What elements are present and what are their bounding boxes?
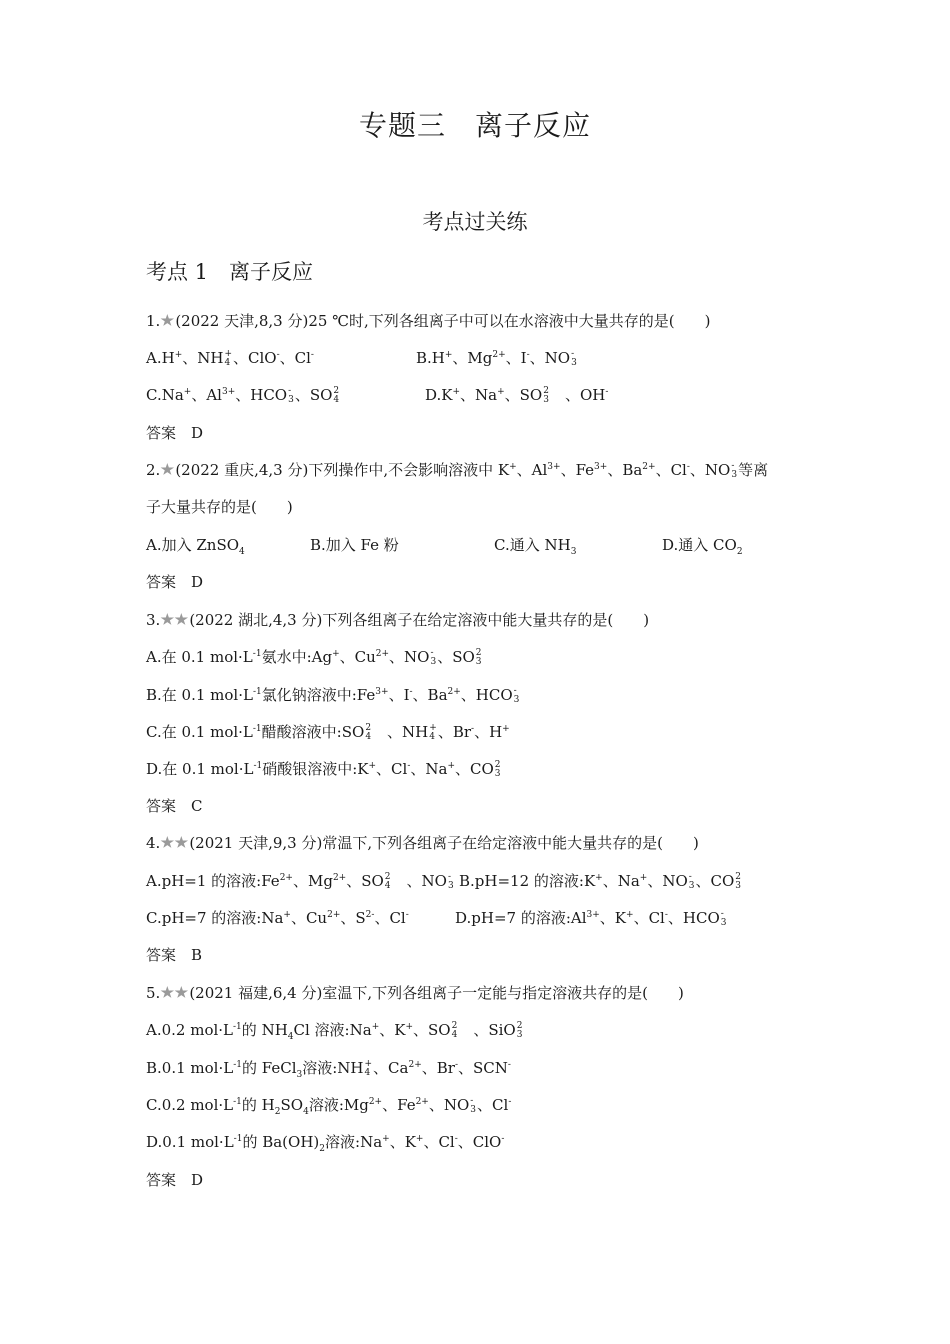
difficulty-star-icon [160,610,188,630]
question-4-stem: 4. (2021 天津,9,3 分)常温下,下列各组离子在给定溶液中能大量共存的是( ) [146,834,699,852]
question-5-answer: 答案 D [146,1171,204,1189]
option-c: C.通入 $NH_3$ [494,536,577,557]
page-title: 专题三 离子反应 [358,109,591,142]
option-a: A.pH=1 的溶液$:Fe^{2+}$、$Mg^{2+}$、SO 2 4 、NO - 3 [146,872,454,891]
option-a: A.加入 ZnSO$_4$ [146,536,245,557]
option-c: C.pH=7 的溶液:Na+、$Cu^{2+}$、$S^{2-}$、Cl- [146,909,409,927]
question-1-stem: 1. (2022 天津,8,3 分)25 ℃时,下列各组离子中可以在水溶液中大量共存的是( ) [146,312,711,330]
option-c: C.Na+、$Al^{3+}$、HCO - 3 、SO 2 4 [146,386,340,405]
question-2-stem: 2. (2022 重庆,4,3 分)下列操作中,不会影响溶液中 K+、$Al^{3+}$、$Fe^{3+}$、$Ba^{2+}$、Cl-、NO - 3 等离 [146,461,769,480]
question-5-option-a: A.0.2 $mol\cdot L^{-1}$的 $NH_4Cl$ 溶液:Na+、K+、SO 2 4 、SiO 2 3 [146,1021,523,1042]
option-d: D.pH=7 的溶液$:Al^{3+}$、K+、Cl-、HCO - 3 [455,909,727,928]
question-5-option-c: C.0.2 $mol\cdot L^{-1}$的 $H_2SO_4$溶液$:Mg^{2+}$、$Fe^{2+}$、NO - 3 、Cl- [146,1096,512,1117]
option-a: A.H+、NH + 4 、ClO-、Cl- [146,349,314,368]
option-b: B.pH=12 的溶液:K+、Na+、NO - 3 、CO 2 3 [459,872,742,891]
question-3-answer: 答案 C [146,797,203,815]
question-2-answer: 答案 D [146,573,204,591]
question-3-option-c: C.在 0.1 $mol\cdot L^{-1}$醋酸溶液中:SO 2 4 、NH + 4 、Br-、H+ [146,723,510,742]
question-3-stem: 3. (2022 湖北,4,3 分)下列各组离子在给定溶液中能大量共存的是( ) [146,611,650,629]
difficulty-star-icon [160,983,188,1003]
difficulty-star-icon [160,833,188,853]
question-2-stem-cont: 子大量共存的是( ) [146,498,293,516]
option-b: B.H+、$Mg^{2+}$、I-、NO - 3 [416,349,577,368]
question-5-stem: 5. (2021 福建,6,4 分)室温下,下列各组离子一定能与指定溶液共存的是( ) [146,984,684,1002]
question-3-option-b: B.在 0.1 $mol\cdot L^{-1}$氯化钠溶液中$:Fe^{3+}$、I-、$Ba^{2+}$、HCO - 3 [146,686,520,705]
topic-heading: 考点 1 离子反应 [146,260,314,284]
question-3-option-d: D.在 0.1 $mol\cdot L^{-1}$硝酸银溶液中:K+、Cl-、Na+、CO 2 3 [146,760,501,779]
question-1-answer: 答案 D [146,424,204,442]
option-d: D.K+、Na+、SO 2 3 、OH- [425,386,609,405]
question-4-answer: 答案 B [146,946,203,964]
question-5-option-d: D.0.1 $mol\cdot L^{-1}$的 $Ba(OH)_2$溶液:Na+、K+、Cl-、ClO- [146,1133,505,1154]
option-b: B.加入 Fe 粉 [310,536,399,554]
section-title: 考点过关练 [422,210,528,234]
difficulty-star-icon [160,311,174,331]
question-5-option-b: B.0.1 $mol\cdot L^{-1}$的 FeCl$_3$溶液:NH + 4 、$Ca^{2+}$、Br-、SCN- [146,1059,511,1080]
option-d: D.通入 $CO_2$ [662,536,743,557]
question-3-option-a: A.在 0.1 $mol\cdot L^{-1}$氨水中:Ag+、$Cu^{2+}$、NO - 3 、SO 2 3 [146,648,482,667]
difficulty-star-icon [160,460,174,480]
